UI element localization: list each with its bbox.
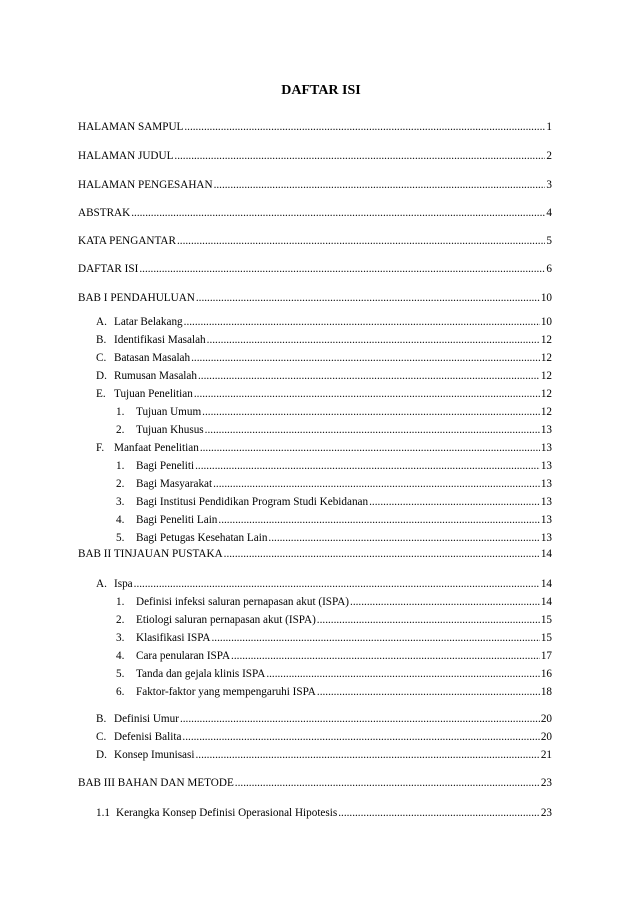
toc-entry-number: 2.	[116, 424, 125, 436]
toc-dot-leader	[338, 805, 540, 821]
toc-dot-leader	[184, 314, 540, 330]
toc-entry-number: A.	[96, 578, 107, 590]
toc-dot-leader	[131, 205, 545, 221]
toc-entry-page-number: 13	[540, 478, 552, 490]
toc-entry	[116, 684, 552, 700]
toc-entry	[96, 747, 552, 763]
toc-entry-label: Bagi Peneliti Lain	[136, 514, 218, 526]
toc-entry	[78, 233, 552, 249]
toc-entry	[96, 368, 552, 384]
toc-entry-label: HALAMAN JUDUL	[78, 150, 174, 162]
toc-entry-page-number: 12	[540, 352, 552, 364]
toc-dot-leader	[194, 386, 540, 402]
toc-entry-label: HALAMAN PENGESAHAN	[78, 179, 213, 191]
toc-entry-label: BAB II TINJAUAN PUSTAKA	[78, 548, 223, 560]
toc-dot-leader	[196, 290, 540, 306]
toc-dot-leader	[195, 458, 540, 474]
toc-entry-label: DAFTAR ISI	[78, 263, 139, 275]
page-title: DAFTAR ISI	[281, 83, 361, 98]
toc-entry-page-number: 12	[540, 334, 552, 346]
toc-entry	[116, 458, 552, 474]
toc-entry-label: Tanda dan gejala klinis ISPA	[136, 668, 266, 680]
toc-entry	[78, 261, 552, 277]
toc-entry-page-number: 23	[540, 807, 552, 819]
toc-entry	[116, 404, 552, 420]
toc-entry	[116, 476, 552, 492]
toc-entry-label: Tujuan Khusus	[136, 424, 204, 436]
toc-dot-leader	[207, 332, 540, 348]
toc-entry-page-number: 13	[540, 460, 552, 472]
toc-entry-label: Manfaat Penelitian	[114, 442, 199, 454]
toc-entry-page-number: 20	[540, 713, 552, 725]
toc-dot-leader	[369, 494, 540, 510]
toc-entry-label: Bagi Masyarakat	[136, 478, 213, 490]
toc-entry-number: 5.	[116, 668, 125, 680]
toc-dot-leader	[134, 576, 540, 592]
toc-dot-leader	[184, 119, 545, 135]
toc-entry-page-number: 6	[546, 263, 552, 275]
toc-entry-page-number: 3	[546, 179, 552, 191]
toc-entry-page-number: 13	[540, 532, 552, 544]
toc-entry-label: HALAMAN SAMPUL	[78, 121, 184, 133]
toc-entry-page-number: 12	[540, 388, 552, 400]
toc-dot-leader	[200, 440, 540, 456]
toc-entry-label: Konsep Imunisasi	[114, 749, 195, 761]
toc-entry-label: Rumusan Masalah	[114, 370, 197, 382]
toc-entry-label: BAB I PENDAHULUAN	[78, 292, 195, 304]
toc-entry	[116, 630, 552, 646]
toc-dot-leader	[266, 666, 540, 682]
toc-entry-number: 3.	[116, 632, 125, 644]
toc-entry	[96, 729, 552, 745]
toc-entry-number: B.	[96, 334, 107, 346]
toc-entry-label: BAB III BAHAN DAN METODE	[78, 777, 234, 789]
toc-dot-leader	[205, 422, 540, 438]
toc-dot-leader	[224, 546, 540, 562]
toc-entry-number: 1.	[116, 460, 125, 472]
toc-entry	[78, 205, 552, 221]
toc-dot-leader	[268, 530, 539, 546]
toc-entry-page-number: 1	[546, 121, 552, 133]
toc-dot-leader	[191, 350, 540, 366]
toc-entry-number: F.	[96, 442, 105, 454]
toc-entry-page-number: 10	[540, 316, 552, 328]
toc-dot-leader	[231, 648, 540, 664]
toc-entry-page-number: 18	[540, 686, 552, 698]
toc-dot-leader	[180, 711, 540, 727]
toc-entry-number: D.	[96, 370, 107, 382]
toc-entry-number: A.	[96, 316, 107, 328]
toc-entry-number: C.	[96, 352, 107, 364]
toc-entry	[116, 612, 552, 628]
toc-entry	[96, 386, 552, 402]
toc-dot-leader	[350, 594, 540, 610]
toc-entry-number: C.	[96, 731, 107, 743]
toc-entry-page-number: 20	[540, 731, 552, 743]
toc-entry-page-number: 14	[540, 548, 552, 560]
toc-entry-number: 1.	[116, 596, 125, 608]
toc-entry-page-number: 12	[540, 406, 552, 418]
toc-entry-page-number: 14	[540, 578, 552, 590]
toc-entry-label: Kerangka Konsep Definisi Operasional Hipotesis	[116, 807, 338, 819]
toc-entry-page-number: 14	[540, 596, 552, 608]
toc-dot-leader	[317, 684, 540, 700]
toc-entry	[116, 666, 552, 682]
toc-entry	[96, 711, 552, 727]
toc-dot-leader	[174, 148, 545, 164]
toc-entry	[78, 177, 552, 193]
toc-entry	[78, 148, 552, 164]
toc-entry-label: Tujuan Penelitian	[114, 388, 193, 400]
toc-entry-page-number: 12	[540, 370, 552, 382]
toc-entry-page-number: 15	[540, 632, 552, 644]
toc-entry-number: 1.1	[96, 807, 110, 819]
toc-entry	[78, 775, 552, 791]
toc-dot-leader	[317, 612, 540, 628]
toc-entry-number: D.	[96, 749, 107, 761]
toc-dot-leader	[182, 729, 539, 745]
toc-dot-leader	[214, 177, 546, 193]
toc-entry-number: 3.	[116, 496, 125, 508]
toc-entry-label: Definisi infeksi saluran pernapasan akut (ISPA)	[136, 596, 350, 608]
toc-entry-label: KATA PENGANTAR	[78, 235, 176, 247]
toc-entry	[116, 494, 552, 510]
toc-dot-leader	[202, 404, 540, 420]
toc-entry-label: Defenisi Balita	[114, 731, 182, 743]
toc-entry	[96, 350, 552, 366]
toc-entry-page-number: 5	[546, 235, 552, 247]
toc-entry-page-number: 13	[540, 514, 552, 526]
toc-entry	[116, 422, 552, 438]
toc-entry-number: 4.	[116, 514, 125, 526]
toc-entry-number: 4.	[116, 650, 125, 662]
toc-entry-label: Faktor-faktor yang mempengaruhi ISPA	[136, 686, 316, 698]
toc-entry	[116, 594, 552, 610]
toc-entry-number: 2.	[116, 614, 125, 626]
toc-entry-page-number: 17	[540, 650, 552, 662]
toc-entry-page-number: 2	[546, 150, 552, 162]
toc-entry-number: 2.	[116, 478, 125, 490]
toc-entry	[116, 648, 552, 664]
toc-entry-page-number: 10	[540, 292, 552, 304]
toc-entry-page-number: 13	[540, 496, 552, 508]
toc-entry-page-number: 23	[540, 777, 552, 789]
toc-entry-label: Bagi Petugas Kesehatan Lain	[136, 532, 268, 544]
toc-entry	[96, 805, 552, 821]
toc-entry-label: Cara penularan ISPA	[136, 650, 231, 662]
toc-entry	[96, 440, 552, 456]
toc-entry	[96, 314, 552, 330]
toc-entry-label: Klasifikasi ISPA	[136, 632, 211, 644]
toc-entry-label: Etiologi saluran pernapasan akut (ISPA)	[136, 614, 316, 626]
toc-dot-leader	[213, 476, 540, 492]
toc-entry	[96, 332, 552, 348]
toc-dot-leader	[218, 512, 539, 528]
toc-entry-number: 6.	[116, 686, 125, 698]
toc-entry-page-number: 13	[540, 424, 552, 436]
toc-entry-page-number: 15	[540, 614, 552, 626]
toc-entry-page-number: 21	[540, 749, 552, 761]
toc-entry	[96, 576, 552, 592]
toc-entry-number: B.	[96, 713, 107, 725]
toc-entry-label: ABSTRAK	[78, 207, 131, 219]
toc-entry-number: E.	[96, 388, 106, 400]
toc-entry-label: Tujuan Umum	[136, 406, 202, 418]
toc-dot-leader	[139, 261, 545, 277]
toc-entry-label: Batasan Masalah	[114, 352, 191, 364]
toc-entry-page-number: 4	[546, 207, 552, 219]
toc-entry-label: Definisi Umur	[114, 713, 179, 725]
toc-entry	[78, 290, 552, 306]
toc-entry	[78, 546, 552, 562]
toc-entry-page-number: 13	[540, 442, 552, 454]
toc-dot-leader	[195, 747, 539, 763]
toc-entry-label: Identifikasi Masalah	[114, 334, 206, 346]
toc-entry-label: Bagi Peneliti	[136, 460, 195, 472]
toc-entry-label: Bagi Institusi Pendidikan Program Studi Kebidanan	[136, 496, 369, 508]
toc-entry-number: 5.	[116, 532, 125, 544]
toc-entry-number: 1.	[116, 406, 125, 418]
toc-entry-label: Ispa	[114, 578, 133, 590]
toc-entry	[116, 512, 552, 528]
toc-dot-leader	[235, 775, 540, 791]
toc-entry-label: Latar Belakang	[114, 316, 183, 328]
toc-entry	[116, 530, 552, 546]
toc-entry	[78, 119, 552, 135]
toc-dot-leader	[198, 368, 540, 384]
toc-dot-leader	[177, 233, 545, 249]
toc-dot-leader	[212, 630, 540, 646]
toc-entry-page-number: 16	[540, 668, 552, 680]
